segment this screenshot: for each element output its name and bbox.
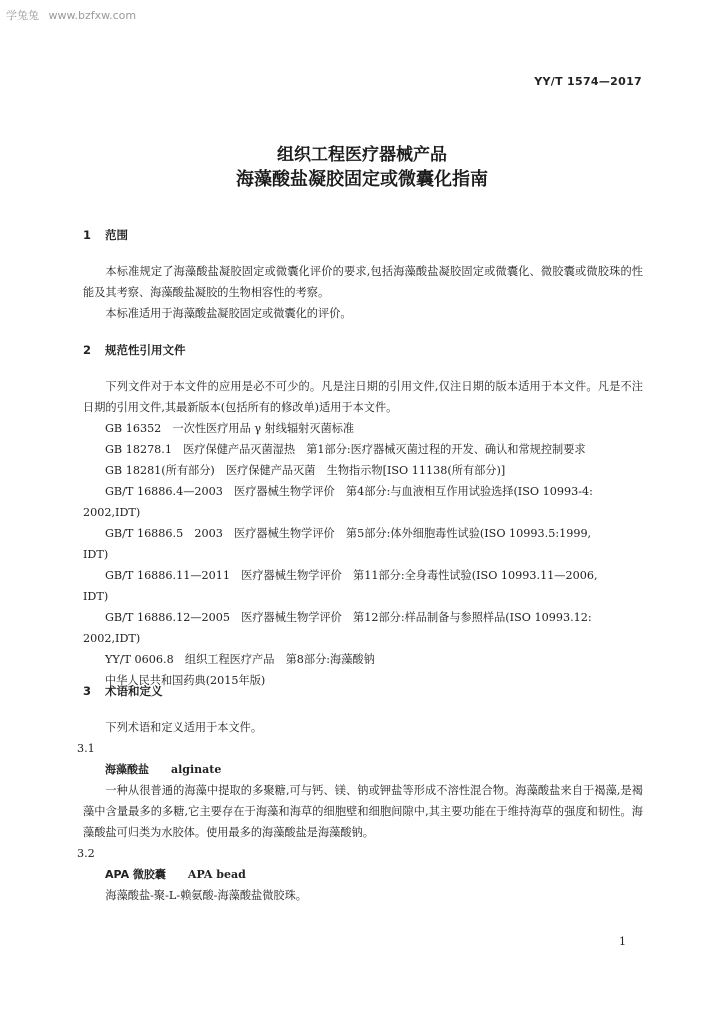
reference-item: YY/T 0606.8 组织工程医疗产品 第8部分:海藻酸钠: [105, 653, 375, 666]
section-heading-scope: [83, 227, 128, 243]
reference-item: GB 16352 一次性医疗用品 γ 射线辐射灭菌标准: [105, 422, 355, 435]
reference-item: [83, 523, 643, 565]
section-title: 术语和定义: [105, 684, 163, 698]
term-chinese: APA 微胶囊: [105, 868, 166, 881]
section-heading-terms-definitions: [83, 683, 163, 699]
section-number: 2: [83, 343, 92, 357]
paragraph: 本标准规定了海藻酸盐凝胶固定或微囊化评价的要求,包括海藻酸盐凝胶固定或微囊化、微胶囊或微胶珠的性能及其考察、海藻酸盐凝胶的生物相容性的考察。: [83, 265, 643, 299]
watermark-url: www.bzfxw.com: [48, 9, 137, 22]
page-number: 1: [619, 935, 626, 948]
section-heading-normative-references: [83, 342, 186, 358]
document-title-line1: 组织工程医疗器械产品: [277, 145, 447, 165]
term-number: 3.2: [77, 847, 95, 860]
reference-line-continued: IDT): [83, 590, 109, 603]
reference-item: [83, 565, 643, 607]
reference-line-continued: IDT): [83, 548, 109, 561]
reference-line: GB/T 16886.12—2005 医疗器械生物学评价 第12部分:样品制备与参照样品(ISO 10993.12:: [105, 611, 592, 624]
document-title-line2: 海藻酸盐凝胶固定或微囊化指南: [236, 169, 488, 190]
standard-number: YY/T 1574—2017: [534, 75, 642, 88]
reference-item: GB 18281(所有部分) 医疗保健产品灭菌 生物指示物[ISO 11138(所有部分)]: [105, 464, 506, 477]
paragraph: 本标准适用于海藻酸盐凝胶固定或微囊化的评价。: [105, 307, 352, 320]
section-number: 1: [83, 228, 92, 242]
term-number: 3.1: [77, 742, 95, 755]
reference-item: 中华人民共和国药典(2015年版): [105, 674, 266, 687]
section-title: 规范性引用文件: [105, 343, 186, 357]
term-english: APA bead: [187, 868, 246, 881]
term-heading: [83, 759, 643, 780]
reference-line-continued: 2002,IDT): [83, 506, 141, 519]
reference-line: GB/T 16886.4—2003 医疗器械生物学评价 第4部分:与血液相互作用试验选择(ISO 10993-4:: [105, 485, 593, 498]
term-chinese: 海藻酸盐: [105, 763, 149, 776]
paragraph: 下列术语和定义适用于本文件。: [105, 721, 263, 734]
section-body-scope: [83, 261, 643, 324]
term-heading: [83, 864, 643, 885]
term-english: alginate: [171, 763, 222, 776]
section-body-normative-references: [83, 376, 643, 691]
section-body-terms-definitions: [77, 717, 643, 906]
watermark-site-name: 学兔兔: [6, 9, 39, 22]
reference-item: [83, 607, 643, 649]
term-definition: 海藻酸盐-聚-L-赖氨酸-海藻酸盐微胶珠。: [105, 889, 307, 902]
watermark: [6, 7, 142, 23]
reference-item: GB 18278.1 医疗保健产品灭菌湿热 第1部分:医疗器械灭菌过程的开发、确认和常规控制要求: [105, 443, 586, 456]
reference-line: GB/T 16886.5 2003 医疗器械生物学评价 第5部分:体外细胞毒性试验(ISO 10993.5:1999,: [105, 527, 592, 540]
reference-item: [83, 481, 643, 523]
reference-line-continued: 2002,IDT): [83, 632, 141, 645]
reference-line: GB/T 16886.11—2011 医疗器械生物学评价 第11部分:全身毒性试验(ISO 10993.11—2006,: [105, 569, 598, 582]
term-definition: 一种从很普通的海藻中提取的多聚糖,可与钙、镁、钠或钾盐等形成不溶性混合物。海藻酸盐来自于褐藻,是褐藻中含量最多的多糖,它主要存在于海藻和海草的细胞壁和细胞间隙中,其主要功能在于维持海草的强度和韧性。海藻酸盐可归类为水胶体。使用最多的海藻酸盐是海藻酸钠。: [83, 784, 643, 839]
section-number: 3: [83, 684, 92, 698]
paragraph: 下列文件对于本文件的应用是必不可少的。凡是注日期的引用文件,仅注日期的版本适用于本文件。凡是不注日期的引用文件,其最新版本(包括所有的修改单)适用于本文件。: [83, 380, 643, 414]
section-title: 范围: [105, 228, 128, 242]
